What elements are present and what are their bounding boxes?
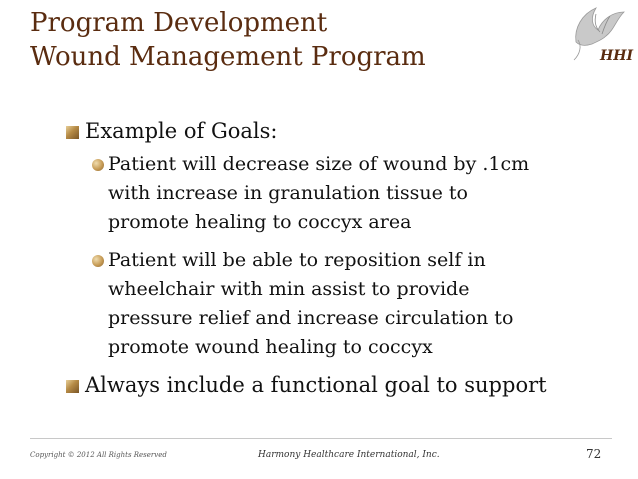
hhi-logo xyxy=(566,4,634,70)
functional-goal-text: Always include a functional goal to support xyxy=(85,373,547,397)
square-bullet-icon xyxy=(66,126,79,139)
goal-2-line: wheelchair with min assist to provide xyxy=(108,278,470,300)
footer-divider xyxy=(30,438,612,439)
bullet-goals xyxy=(66,116,277,146)
title-line-2: Wound Management Program xyxy=(30,42,426,72)
bullet-functional-goal xyxy=(66,370,547,400)
square-bullet-icon xyxy=(66,380,79,393)
circle-bullet-icon xyxy=(92,159,104,171)
goal-1-line: promote healing to coccyx area xyxy=(108,211,412,233)
goal-1-text xyxy=(108,150,529,237)
goal-2-line: Patient will be able to reposition self in xyxy=(108,249,486,271)
goal-2-line: pressure relief and increase circulation to xyxy=(108,307,514,329)
title-line-1: Program Development xyxy=(30,8,328,38)
goals-heading: Example of Goals: xyxy=(85,119,278,143)
goal-2-line: promote wound healing to coccyx xyxy=(108,336,433,358)
footer-company: Harmony Healthcare International, Inc. xyxy=(258,450,440,460)
page-number: 72 xyxy=(586,447,602,461)
logo-text: HHI xyxy=(600,48,634,64)
slide-title xyxy=(30,6,426,74)
sub-bullet-goal-2 xyxy=(92,246,513,362)
footer-copyright: Copyright © 2012 All Rights Reserved xyxy=(30,451,167,459)
circle-bullet-icon xyxy=(92,255,104,267)
sub-bullet-goal-1 xyxy=(92,150,529,237)
goal-1-line: with increase in granulation tissue to xyxy=(108,182,468,204)
goal-1-line: Patient will decrease size of wound by .1cm xyxy=(108,153,530,175)
goal-2-text xyxy=(108,246,513,362)
